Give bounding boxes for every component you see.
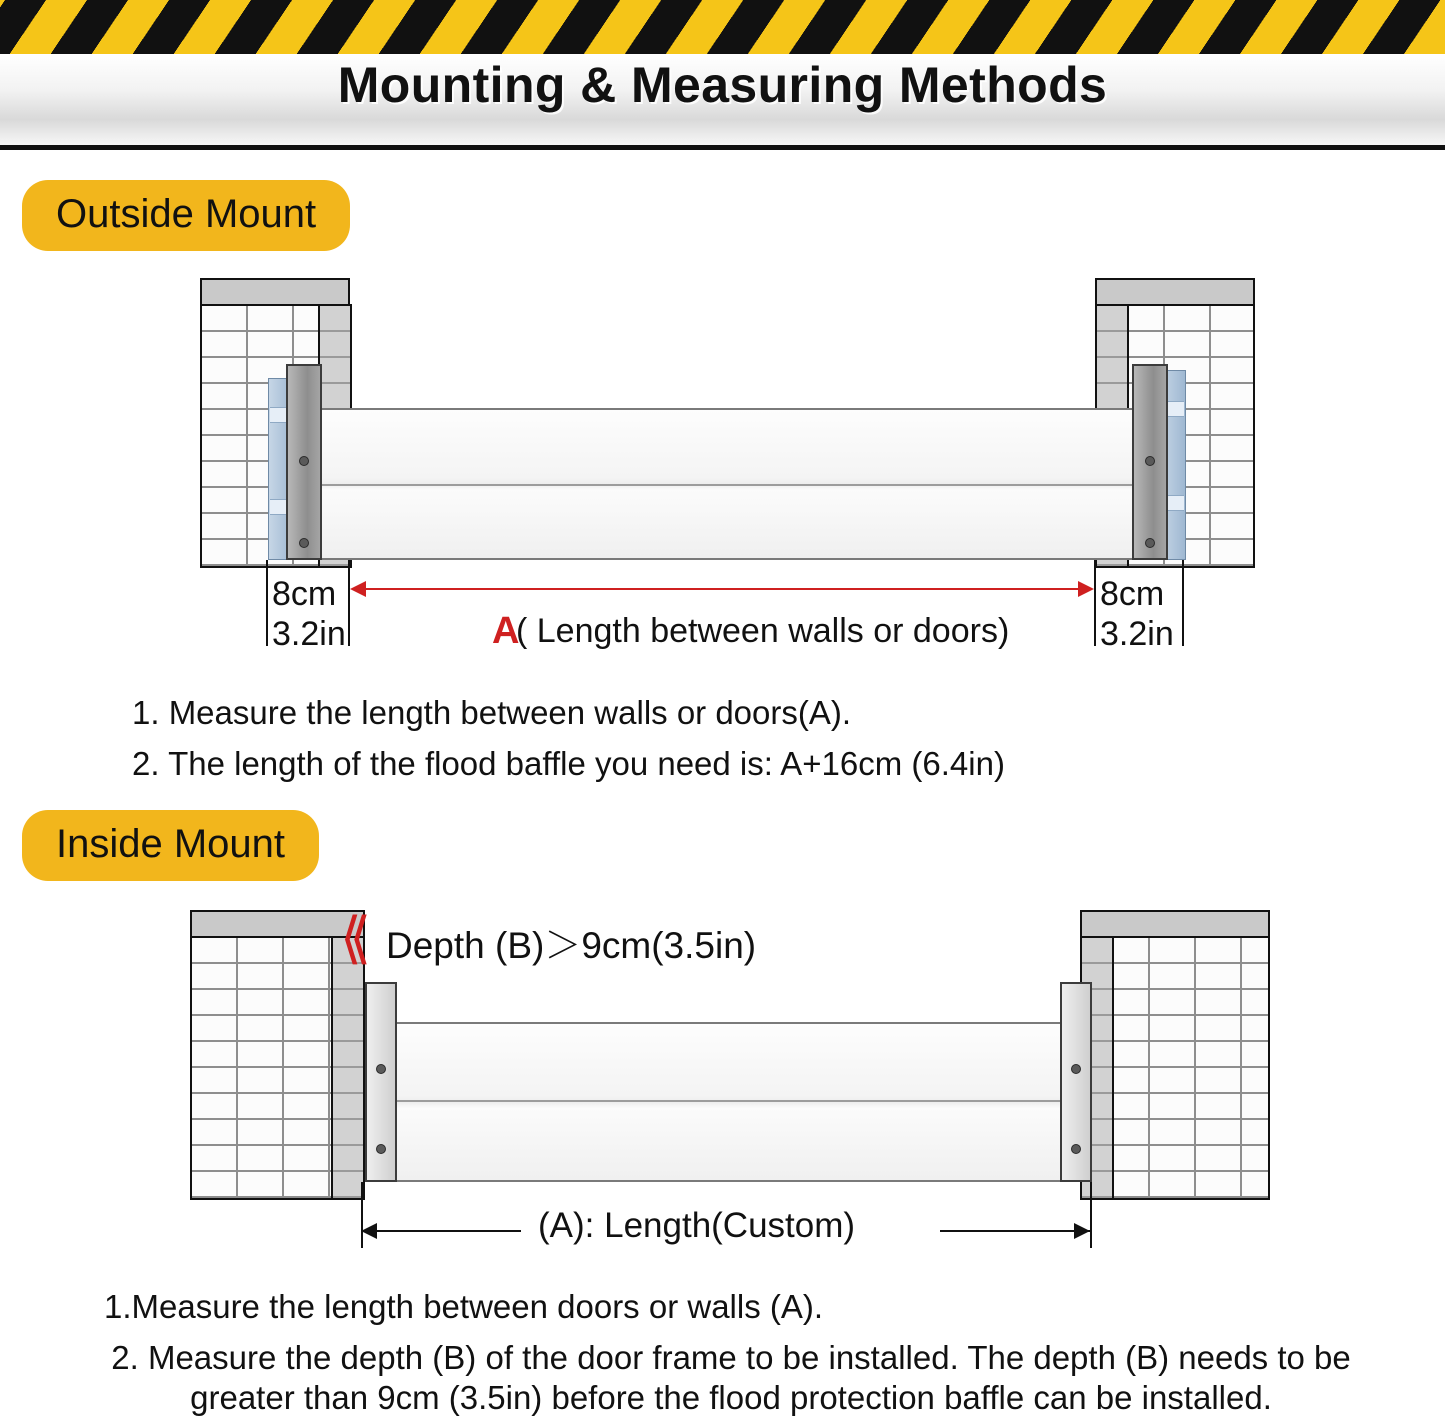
span-arrow-left-icon bbox=[361, 1223, 377, 1239]
flood-baffle-panel bbox=[320, 408, 1140, 560]
bracket-bolt bbox=[1071, 1064, 1081, 1074]
left-mounting-bracket bbox=[286, 364, 322, 560]
bracket-bolt bbox=[376, 1144, 386, 1154]
span-marker-label: A bbox=[492, 610, 520, 652]
section-pill-inside-mount: Inside Mount bbox=[22, 810, 319, 881]
bracket-bolt bbox=[1071, 1144, 1081, 1154]
left-offset-in-label: 3.2in bbox=[272, 615, 346, 653]
bracket-bolt bbox=[376, 1064, 386, 1074]
right-mounting-bracket bbox=[1132, 364, 1168, 560]
span-dimension-line bbox=[361, 1230, 521, 1232]
dimension-tick bbox=[348, 560, 350, 646]
depth-indicator-icon: ⟪ bbox=[340, 906, 372, 969]
right-mounting-bracket bbox=[1060, 982, 1092, 1182]
span-arrow-right-icon bbox=[1078, 581, 1094, 597]
depth-requirement-label: Depth (B)＞9cm(3.5in) bbox=[386, 925, 757, 966]
page-title: Mounting & Measuring Methods bbox=[337, 57, 1108, 113]
section-pill-outside-mount: Outside Mount bbox=[22, 180, 350, 251]
left-mounting-bracket bbox=[365, 982, 397, 1182]
bracket-bolt bbox=[299, 538, 309, 548]
outside-mount-illustration bbox=[0, 260, 1445, 660]
left-pillar-inside bbox=[190, 910, 365, 1200]
span-description-label: ( Length between walls or doors) bbox=[516, 612, 1010, 650]
span-arrow-right-icon bbox=[1074, 1223, 1090, 1239]
dimension-tick bbox=[1094, 560, 1096, 646]
span-arrow-left-icon bbox=[350, 581, 366, 597]
pillar-cap bbox=[1095, 278, 1255, 306]
outside-step-2: 2. The length of the flood baffle you need is: A+16cm (6.4in) bbox=[132, 745, 1005, 782]
dimension-tick bbox=[266, 560, 268, 646]
outside-step-1: 1. Measure the length between walls or doors(A). bbox=[132, 694, 852, 731]
left-offset-cm-label: 8cm bbox=[272, 575, 337, 613]
inside-step-2: 2. Measure the depth (B) of the door frame to be installed. The depth (B) needs to be greater than 9cm (3.5in) before the flood protection baffle can be installed. bbox=[111, 1339, 1351, 1417]
bracket-bolt bbox=[1145, 538, 1155, 548]
flood-baffle-panel bbox=[392, 1022, 1082, 1182]
pillar-side-face bbox=[331, 936, 365, 1200]
dimension-tick bbox=[1090, 1182, 1092, 1248]
panel-seam bbox=[322, 484, 1138, 486]
inside-span-label: (A): Length(Custom) bbox=[538, 1206, 856, 1245]
right-offset-in-label: 3.2in bbox=[1100, 615, 1174, 653]
pillar-cap bbox=[200, 278, 350, 306]
bracket-bolt bbox=[299, 456, 309, 466]
right-pillar-inside bbox=[1080, 910, 1270, 1200]
span-dimension-line bbox=[940, 1230, 1090, 1232]
span-dimension-line bbox=[364, 588, 1078, 590]
dimension-tick bbox=[1182, 560, 1184, 646]
hazard-stripe-banner bbox=[0, 0, 1445, 57]
right-offset-cm-label: 8cm bbox=[1100, 575, 1165, 613]
pillar-cap bbox=[1080, 910, 1270, 938]
bracket-bolt bbox=[1145, 456, 1155, 466]
inside-step-1: 1.Measure the length between doors or walls (A). bbox=[104, 1288, 824, 1325]
pillar-cap bbox=[190, 910, 365, 938]
panel-seam bbox=[394, 1100, 1080, 1102]
